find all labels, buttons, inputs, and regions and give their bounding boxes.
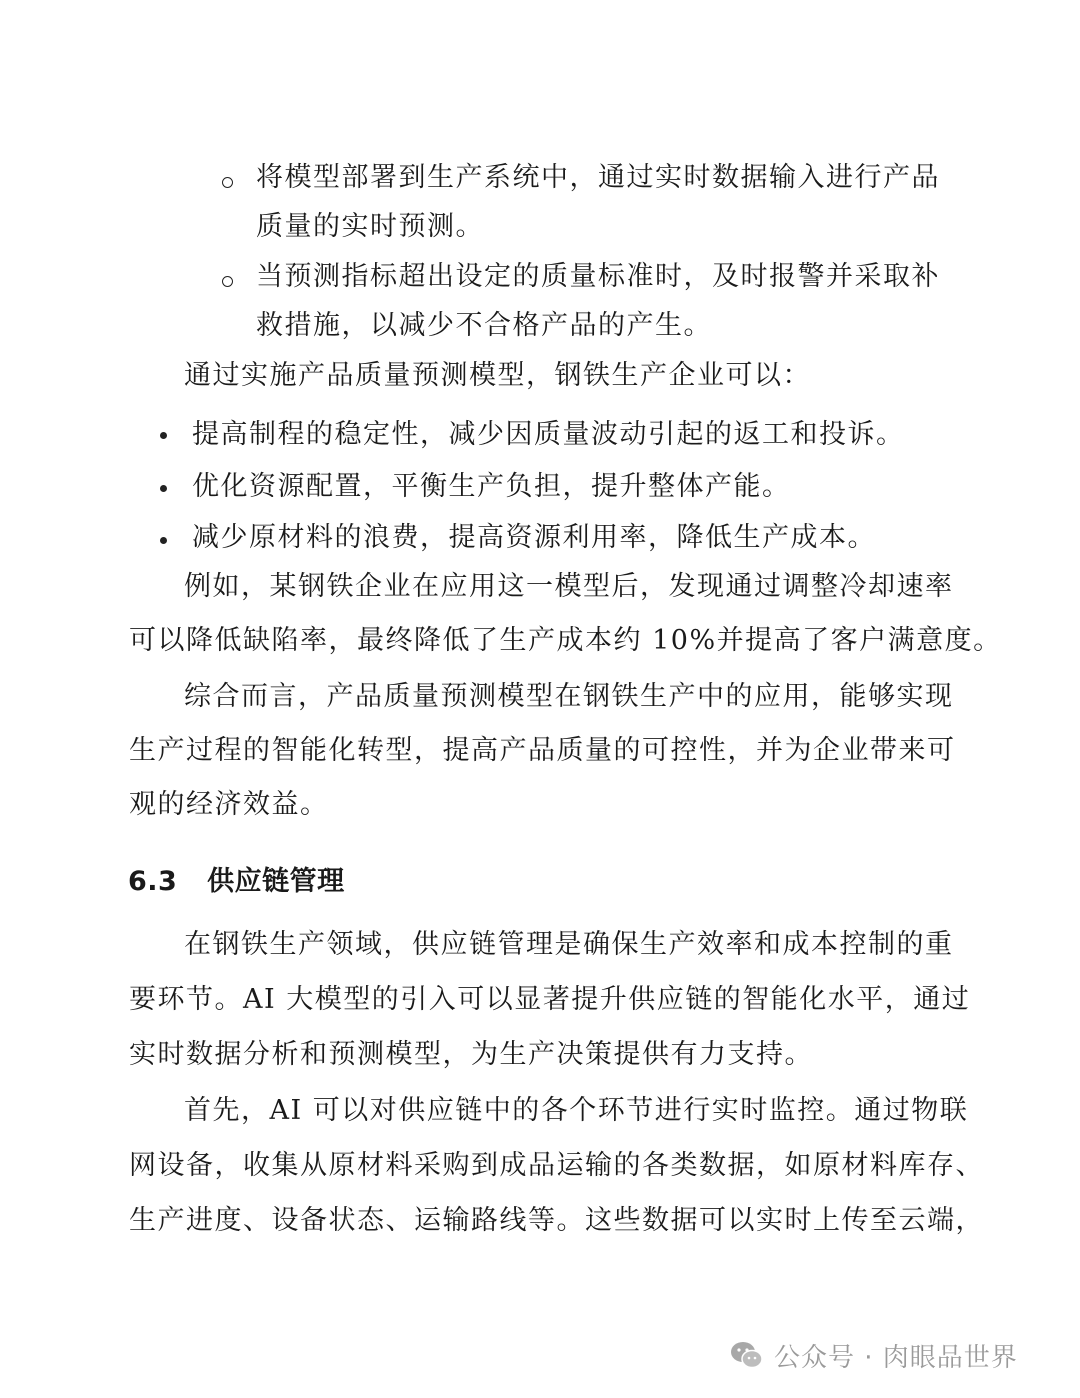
sub-bullet-1-line2: 质量的实时预测。 — [256, 211, 484, 242]
hollow-bullet-icon — [222, 276, 233, 287]
summary-line-3: 观的经济效益。 — [129, 789, 329, 820]
intro-text: 通过实施产品质量预测模型，钢铁生产企业可以： — [184, 360, 811, 391]
para2-line-3: 生产进度、设备状态、运输路线等。这些数据可以实时上传至云端， — [129, 1205, 984, 1236]
sub-bullet-2-line2: 救措施，以减少不合格产品的产生。 — [256, 310, 712, 341]
sub-bullet-2-line1: 当预测指标超出设定的质量标准时，及时报警并采取补 — [256, 261, 940, 292]
para1-line-2: 要环节。AI 大模型的引入可以显著提升供应链的智能化水平，通过 — [129, 984, 971, 1015]
para1-line-3: 实时数据分析和预测模型，为生产决策提供有力支持。 — [129, 1039, 813, 1070]
bullet-item-1: 提高制程的稳定性，减少因质量波动引起的返工和投诉。 — [192, 419, 905, 450]
para1-line-1: 在钢铁生产领域，供应链管理是确保生产效率和成本控制的重 — [184, 929, 954, 960]
wechat-icon — [730, 1340, 764, 1370]
sub-bullet-1-line1: 将模型部署到生产系统中，通过实时数据输入进行产品 — [256, 162, 940, 193]
watermark-text: 公众号 · 肉眼品世界 — [774, 1342, 1018, 1373]
bullet-dot-icon — [160, 485, 167, 492]
bullet-item-2: 优化资源配置，平衡生产负担，提升整体产能。 — [192, 471, 791, 502]
summary-line-1: 综合而言，产品质量预测模型在钢铁生产中的应用，能够实现 — [184, 681, 954, 712]
section-heading — [128, 865, 345, 899]
bullet-dot-icon — [160, 432, 167, 439]
para2-line-1: 首先，AI 可以对供应链中的各个环节进行实时监控。通过物联 — [184, 1095, 969, 1126]
example-line-1: 例如，某钢铁企业在应用这一模型后，发现通过调整冷却速率 — [184, 571, 954, 602]
summary-line-2: 生产过程的智能化转型，提高产品质量的可控性，并为企业带来可 — [129, 735, 956, 766]
hollow-bullet-icon — [222, 177, 233, 188]
section-title: 供应链管理 — [207, 866, 345, 897]
watermark — [730, 1335, 1018, 1375]
section-number: 6.3 — [128, 866, 178, 897]
bullet-dot-icon — [160, 537, 167, 544]
bullet-item-3: 减少原材料的浪费，提高资源利用率，降低生产成本。 — [192, 522, 876, 553]
para2-line-2: 网设备，收集从原材料采购到成品运输的各类数据，如原材料库存、 — [129, 1150, 984, 1181]
example-line-2: 可以降低缺陷率，最终降低了生产成本约 10%并提高了客户满意度。 — [129, 625, 1002, 656]
